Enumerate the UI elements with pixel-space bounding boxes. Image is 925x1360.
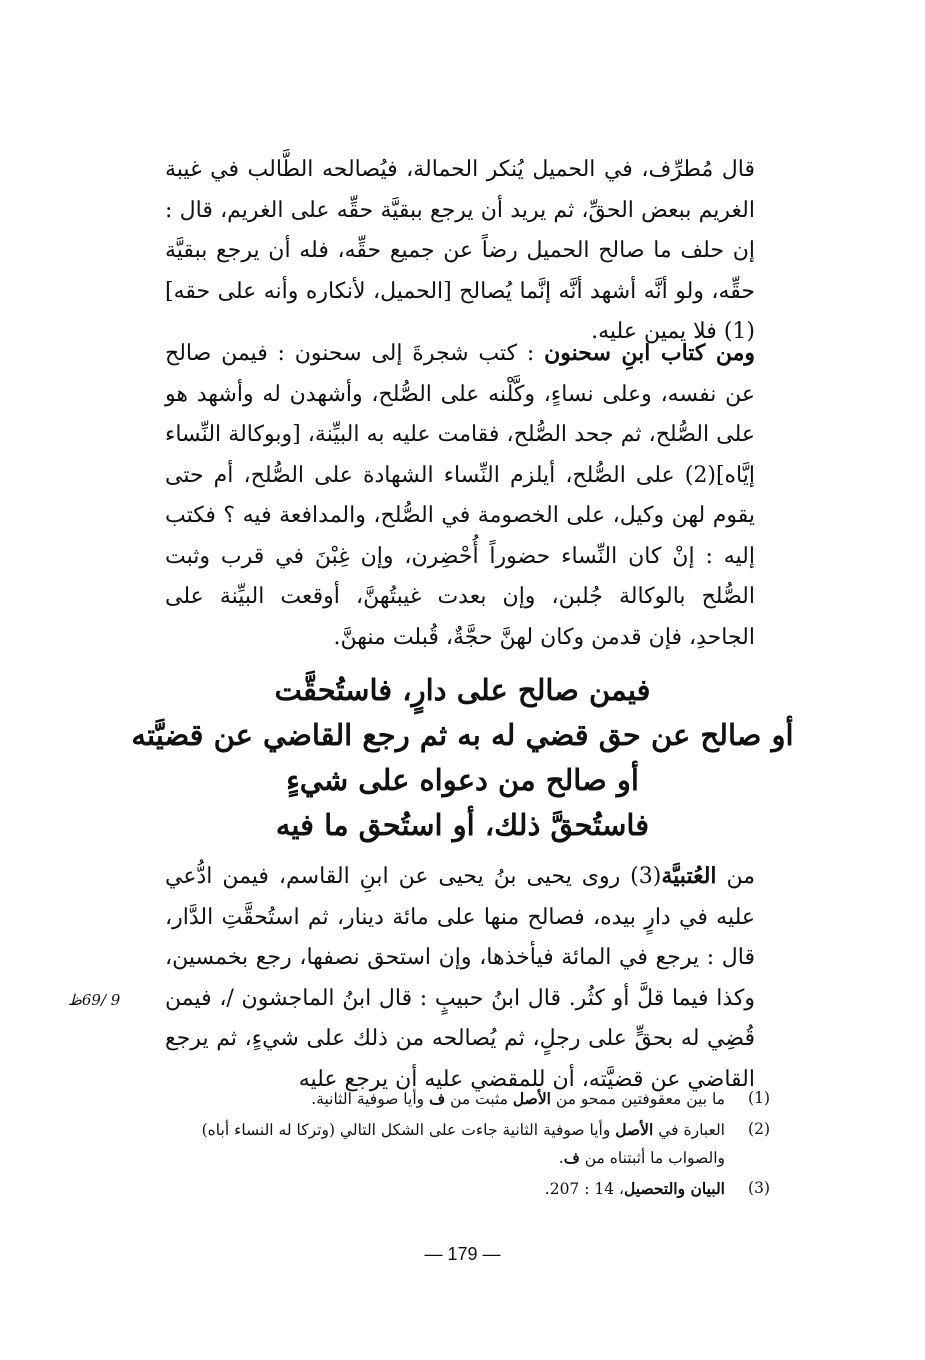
footnote-number: (2) — [748, 1120, 770, 1138]
source-title-utbiyya: العُتبيَّة — [661, 863, 717, 889]
paragraph-ibn-sahnun — [165, 333, 755, 658]
paragraph-mutarrif: قال مُطرِّف، في الحميل يُنكر الحمالة، فيُصالحه الطَّالب في غيبة الغريم ببعض الحقِّ، ثم يريد أن يرجع ببقيَّة حقِّه على الغريم، قال : إن حلف ما صالح الحميل رضاً عن جميع حقِّه، فله أن يرجع ببقيَّة حقِّه، ولو أنَّه أشهد أنَّه إنَّما يُصالح [الحميل، لأنكاره وأنه على حقه](1) فلا يمين عليه. — [165, 157, 755, 344]
paragraph-utbiyya-text: (3) روى يحيى بنُ يحيى عن ابنِ القاسم، فيمن ادُّعي عليه في دارٍ بيده، فصالح منها على مائة دينار، ثم استُحقَّتِ الدَّار، قال : يرجع في المائة فيأخذها، وإن استحق نصفها، رجع بخمسين، وكذا فيما قلَّ أو كثُر. قال ابنُ حبيبٍ : قال ابنُ الماجشون /، فيمن قُضِي له بحقٍّ على رجلٍ، ثم يُصالحه من ذلك على شيءٍ، ثم يرجع القاضي عن قضيَّته، أن للمقضي عليه أن يرجع عليه — [165, 864, 755, 1092]
paragraph-ibn-sahnun-text: : كتب شجرةَ إلى سحنون : فيمن صالح عن نفسه، وعلى نساءٍ، وكَّلْنه على الصُّلح، وأشهدن له وأشهد هو على الصُّلح، ثم جحد الصُّلح، فقامت عليه به البيِّنة، [وبوكالة النِّساء إيَّاه](2) على الصُّلح، أيلزم النِّساء الشهادة على الصُّلح، أم حتى يقوم لهن وكيل، على الخصومة في الصُّلح، والمدافعة فيه ؟ فكتب إليه : إنْ كان النِّساء حضوراً أُحْضِرن، وإن غِبْنَ في قرب وثبت الصُّلح بالوكالة جُلبن، وإن بعدت غيبتُهنَّ، أوقعت البيِّنة على الجاحدِ، فإن قدمن وكان لهنَّ حجَّةٌ، قُبلت منهنَّ. — [165, 341, 755, 650]
heading-line-1: فيمن صالح على دارٍ، فاستُحقَّت — [274, 673, 651, 707]
footnote-number: (1) — [748, 1089, 770, 1107]
footnote-text: البيان والتحصيل، 14 : 207. — [544, 1179, 725, 1198]
heading-line-2: أو صالح عن حق قضي له به ثم رجع القاضي عن قضيَّته — [131, 718, 794, 752]
page-number: — 179 — — [424, 1244, 501, 1264]
heading-line-4: فاستُحقَّ ذلك، أو استُحق ما فيه — [275, 808, 650, 842]
paragraph-utbiyya — [165, 856, 755, 1100]
footnote-2 — [165, 1116, 770, 1172]
section-heading — [120, 668, 805, 848]
heading-line-3: أو صالح من دعواه على شيءٍ — [286, 763, 639, 797]
footnote-text: ما بين معقوفتين ممحو من الأصل مثبت من ف وأيا صوفية الثانية. — [311, 1089, 725, 1108]
manuscript-folio-marker: 9 /69ظ — [68, 991, 121, 1009]
footnote-1 — [165, 1085, 770, 1113]
footnote-number: (3) — [748, 1179, 770, 1197]
source-title-ibn-sahnun: ومن كتاب ابنِ سحنون — [544, 340, 756, 366]
footnotes — [165, 1085, 770, 1206]
footnote-3 — [165, 1175, 770, 1203]
paragraph-utbiyya-prefix: من — [716, 864, 755, 889]
footnote-text: العبارة في الأصل وأيا صوفية الثانية جاءت على الشكل التالي (وتركا له النساء أباه) والصواب ما أثبتناه من ف. — [201, 1120, 725, 1167]
